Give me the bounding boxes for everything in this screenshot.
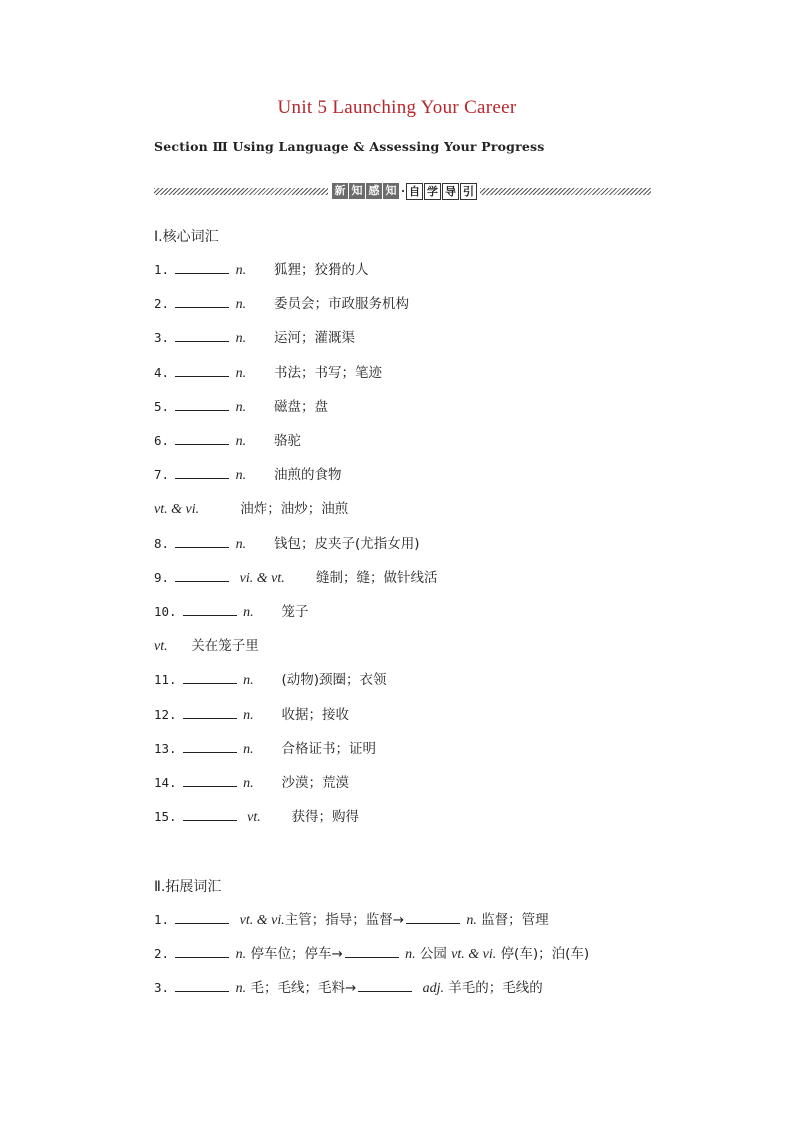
vocab-row — [154, 329, 355, 347]
part-of-speech: n. — [235, 434, 247, 449]
banner-char: 知 — [383, 183, 399, 199]
answer-blank[interactable] — [175, 261, 229, 274]
answer-blank[interactable] — [175, 432, 229, 445]
part-of-speech: n. — [235, 537, 247, 552]
part-of-speech: n. — [235, 981, 247, 996]
answer-blank[interactable] — [175, 535, 229, 548]
banner-dot: · — [401, 184, 405, 198]
meaning: 合格证书；证明 — [281, 741, 376, 757]
meaning: 收据；接收 — [281, 707, 349, 723]
item-number: 7. — [154, 467, 170, 482]
part-of-speech: adj. — [422, 981, 444, 996]
meaning: 公园 — [419, 946, 447, 962]
meaning: 油炸；油炒；油煎 — [240, 501, 349, 517]
extended-vocab-row — [154, 911, 549, 929]
meaning: 缝制；缝；做针线活 — [315, 570, 438, 586]
meaning: 监督；管理 — [481, 912, 549, 928]
answer-blank[interactable] — [183, 774, 237, 787]
page-title: Unit 5 Launching Your Career — [277, 97, 517, 118]
vocab-row — [154, 261, 368, 279]
part-of-speech: n. — [235, 331, 247, 346]
vocab-row-continuation — [154, 637, 259, 655]
part-of-speech: n. — [466, 913, 477, 928]
banner-char: 感 — [366, 183, 382, 199]
vocab-row — [154, 569, 437, 587]
vocab-row — [154, 466, 341, 484]
banner-stripe-right — [480, 188, 651, 195]
banner-char: 学 — [424, 183, 441, 200]
meaning: 狐狸；狡猾的人 — [273, 262, 369, 278]
answer-blank[interactable] — [183, 706, 237, 719]
banner-char: 新 — [332, 183, 348, 199]
item-number: 3. — [154, 330, 170, 345]
answer-blank[interactable] — [175, 569, 229, 582]
meaning: 获得；购得 — [291, 809, 359, 825]
answer-blank[interactable] — [175, 364, 229, 377]
answer-blank[interactable] — [175, 466, 229, 479]
item-number: 5. — [154, 399, 170, 414]
meaning: 笼子 — [281, 604, 309, 620]
part-of-speech: n. — [235, 297, 247, 312]
meaning: 骆驼 — [273, 433, 301, 449]
part2-heading: Ⅱ.拓展词汇 — [154, 879, 222, 895]
section-banner — [154, 181, 651, 201]
part-of-speech: n. — [243, 742, 254, 757]
item-number: 1. — [154, 262, 170, 277]
vocab-row — [154, 774, 349, 792]
banner-char: 引 — [460, 183, 477, 200]
item-number: 2. — [154, 296, 170, 311]
answer-blank[interactable] — [345, 945, 399, 958]
part-of-speech: vt. & vi. — [154, 502, 200, 517]
answer-blank[interactable] — [183, 603, 237, 616]
part-of-speech: n. — [243, 605, 254, 620]
meaning: 磁盘；盘 — [273, 399, 328, 415]
answer-blank[interactable] — [183, 671, 237, 684]
part-of-speech: n. — [235, 468, 247, 483]
item-number: 1. — [154, 912, 170, 927]
meaning: 委员会；市政服务机构 — [273, 296, 409, 312]
item-number: 8. — [154, 536, 170, 551]
part-of-speech: vi. & vt. — [239, 571, 285, 586]
item-number: 4. — [154, 365, 170, 380]
meaning: 沙漠；荒漠 — [281, 775, 349, 791]
banner-char: 自 — [406, 183, 423, 200]
banner-stripe-left — [154, 188, 328, 195]
meaning: (动物)颈圈；衣领 — [281, 672, 387, 688]
extended-vocab-row — [154, 945, 589, 963]
item-number: 9. — [154, 570, 170, 585]
vocab-row — [154, 295, 409, 313]
banner-char: 知 — [349, 183, 365, 199]
part-of-speech: vt. & vi. — [239, 913, 285, 928]
meaning: 羊毛的；毛线的 — [448, 980, 543, 996]
meaning: 停(车)；泊(车) — [500, 946, 590, 962]
meaning: 关在笼子里 — [191, 638, 259, 654]
answer-blank[interactable] — [175, 979, 229, 992]
vocab-row — [154, 432, 301, 450]
answer-blank[interactable] — [175, 945, 229, 958]
answer-blank[interactable] — [175, 398, 229, 411]
extended-vocab-row — [154, 979, 543, 997]
answer-blank[interactable] — [175, 329, 229, 342]
part-of-speech: vt. — [154, 639, 168, 654]
part-of-speech: n. — [235, 263, 247, 278]
meaning: 钱包；皮夹子(尤指女用) — [273, 536, 420, 552]
part-of-speech: n. — [235, 947, 247, 962]
part-of-speech: n. — [405, 947, 416, 962]
item-number: 11. — [154, 672, 177, 687]
vocab-row — [154, 535, 420, 553]
part-of-speech: n. — [235, 400, 247, 415]
answer-blank[interactable] — [175, 295, 229, 308]
part-of-speech: n. — [243, 776, 254, 791]
vocab-row — [154, 603, 308, 621]
vocab-row — [154, 808, 359, 826]
meaning: 油煎的食物 — [273, 467, 342, 483]
item-number: 14. — [154, 775, 177, 790]
meaning: 主管；指导；监督→ — [284, 912, 405, 928]
answer-blank[interactable] — [175, 911, 229, 924]
vocab-row — [154, 671, 387, 689]
answer-blank[interactable] — [358, 979, 412, 992]
item-number: 3. — [154, 980, 170, 995]
vocab-row — [154, 364, 382, 382]
meaning: 书法；书写；笔迹 — [273, 365, 382, 381]
part-of-speech: n. — [243, 673, 254, 688]
banner-label — [332, 181, 478, 201]
part-of-speech: vt. & vi. — [451, 947, 497, 962]
item-number: 15. — [154, 809, 177, 824]
answer-blank[interactable] — [183, 808, 237, 821]
meaning: 停车位；停车→ — [250, 946, 343, 962]
vocab-row-continuation — [154, 500, 348, 518]
item-number: 2. — [154, 946, 170, 961]
part-of-speech: n. — [235, 366, 247, 381]
meaning: 运河；灌溉渠 — [273, 330, 355, 346]
answer-blank[interactable] — [183, 740, 237, 753]
answer-blank[interactable] — [406, 911, 460, 924]
banner-char: 导 — [442, 183, 459, 200]
section-subtitle: Section Ⅲ Using Language & Assessing Your Progress — [154, 139, 545, 154]
item-number: 6. — [154, 433, 170, 448]
meaning: 毛；毛线；毛料→ — [250, 980, 357, 996]
vocab-row — [154, 740, 376, 758]
item-number: 13. — [154, 741, 177, 756]
vocab-row — [154, 706, 349, 724]
part1-heading: Ⅰ.核心词汇 — [154, 229, 219, 245]
part-of-speech: vt. — [247, 810, 261, 825]
vocab-row — [154, 398, 328, 416]
part-of-speech: n. — [243, 708, 254, 723]
item-number: 12. — [154, 707, 177, 722]
item-number: 10. — [154, 604, 177, 619]
